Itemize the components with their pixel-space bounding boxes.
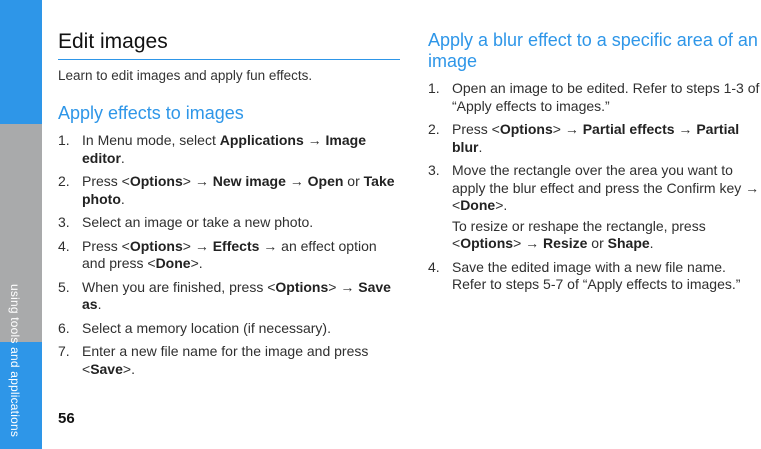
step-item	[58, 320, 400, 338]
step-text: Select a memory location (if necessary).	[82, 319, 331, 336]
step-text: Select an image or take a new photo.	[82, 214, 314, 230]
chapter-tab-label: using tools and applications	[8, 284, 22, 438]
step-body	[452, 80, 759, 114]
step-number: 4.	[428, 258, 440, 275]
step-body	[82, 132, 366, 166]
step-text: > →	[513, 235, 544, 251]
ui-term: Options	[460, 235, 514, 251]
step-body	[452, 162, 759, 213]
step-text: > →	[328, 278, 359, 295]
ui-term: Save	[90, 360, 123, 377]
ui-term: Applications	[219, 132, 304, 148]
step-text: Enter a new file name for the image and press <	[82, 343, 369, 377]
step-text: Press <	[452, 121, 500, 137]
step-number: 2.	[58, 173, 70, 189]
step-item	[428, 121, 761, 156]
intro-text: Learn to edit images and apply fun effects.	[58, 68, 313, 83]
ui-term: Partial effects	[582, 121, 675, 137]
step-text: >.	[190, 255, 203, 271]
ui-term: Resize	[543, 235, 588, 251]
step-item	[58, 214, 400, 232]
step-text: Press <	[82, 173, 130, 189]
effects-steps	[58, 132, 400, 378]
step-text: > →	[182, 173, 213, 189]
step-body	[452, 259, 740, 293]
step-body	[82, 238, 377, 272]
step-note	[452, 218, 761, 253]
step-text: →	[674, 121, 697, 137]
page-number: 56	[58, 410, 75, 427]
step-text: .	[649, 235, 654, 251]
step-number: 2.	[428, 121, 440, 137]
step-text: .	[120, 190, 125, 207]
ui-term: Effects	[212, 237, 260, 254]
step-text: .	[478, 138, 483, 155]
step-text: Open an image to be edited. Refer to steps 1-3 of “Apply effects to images.”	[452, 80, 760, 114]
ui-term: Options	[275, 278, 329, 295]
step-number: 6.	[58, 319, 70, 336]
step-number: 1.	[428, 80, 440, 96]
blur-steps	[428, 80, 761, 294]
ui-term: Save as	[82, 278, 391, 312]
step-text: Press <	[82, 237, 130, 254]
step-body	[82, 173, 395, 207]
step-item	[58, 279, 400, 314]
step-text: In Menu mode, select	[82, 132, 220, 148]
step-body	[82, 214, 313, 230]
ui-term: Done	[155, 255, 191, 271]
ui-term: Shape	[607, 235, 650, 251]
step-number: 1.	[58, 132, 70, 148]
chapter-tab	[0, 124, 42, 438]
step-item	[428, 80, 761, 115]
section-heading-blur: Apply a blur effect to a specific area of an image	[428, 30, 758, 71]
step-text: > →	[552, 121, 583, 137]
step-number: 3.	[428, 162, 440, 178]
step-text: When you are finished, press <	[82, 278, 276, 295]
step-number: 3.	[58, 214, 70, 230]
step-text: .	[97, 296, 102, 312]
step-body	[82, 279, 391, 313]
step-text: → an effect option and press <	[82, 237, 377, 271]
section-heading-effects: Apply effects to images	[58, 103, 244, 123]
ui-term: Take photo	[82, 173, 395, 207]
step-item	[58, 343, 400, 378]
step-body	[82, 343, 368, 377]
step-item	[428, 162, 761, 253]
step-item	[428, 259, 761, 294]
step-body	[82, 320, 331, 336]
step-text: →	[303, 132, 326, 148]
ui-term: Open	[307, 173, 344, 189]
left-column	[58, 30, 400, 384]
step-text: Move the rectangle over the area you want to apply the blur effect and press the Confirm key → <	[452, 162, 760, 213]
step-text: .	[120, 149, 125, 166]
step-text: To resize or reshape the rectangle, press <	[452, 217, 706, 251]
step-text: Save the edited image with a new file name. Refer to steps 5-7 of “Apply effects to images.”	[452, 258, 741, 292]
ui-term: Done	[460, 197, 496, 213]
step-number: 7.	[58, 343, 70, 359]
right-column	[428, 30, 761, 300]
step-text: >.	[495, 197, 508, 213]
step-text: > →	[182, 237, 213, 254]
ui-term: Options	[499, 121, 553, 137]
step-number: 5.	[58, 278, 70, 295]
ui-term: Image editor	[82, 132, 367, 166]
step-text: →	[285, 173, 308, 189]
step-text: or	[587, 235, 608, 251]
step-number: 4.	[58, 237, 70, 254]
ui-term: Partial blur	[452, 121, 740, 155]
step-item	[58, 238, 400, 273]
step-body	[452, 121, 739, 155]
step-item	[58, 173, 400, 208]
ui-term: Options	[129, 173, 183, 189]
ui-term: Options	[129, 237, 183, 254]
step-text: >.	[122, 360, 135, 377]
ui-term: New image	[212, 173, 286, 189]
step-text: or	[343, 173, 364, 189]
page-title: Edit images	[58, 30, 400, 60]
step-item	[58, 132, 400, 167]
